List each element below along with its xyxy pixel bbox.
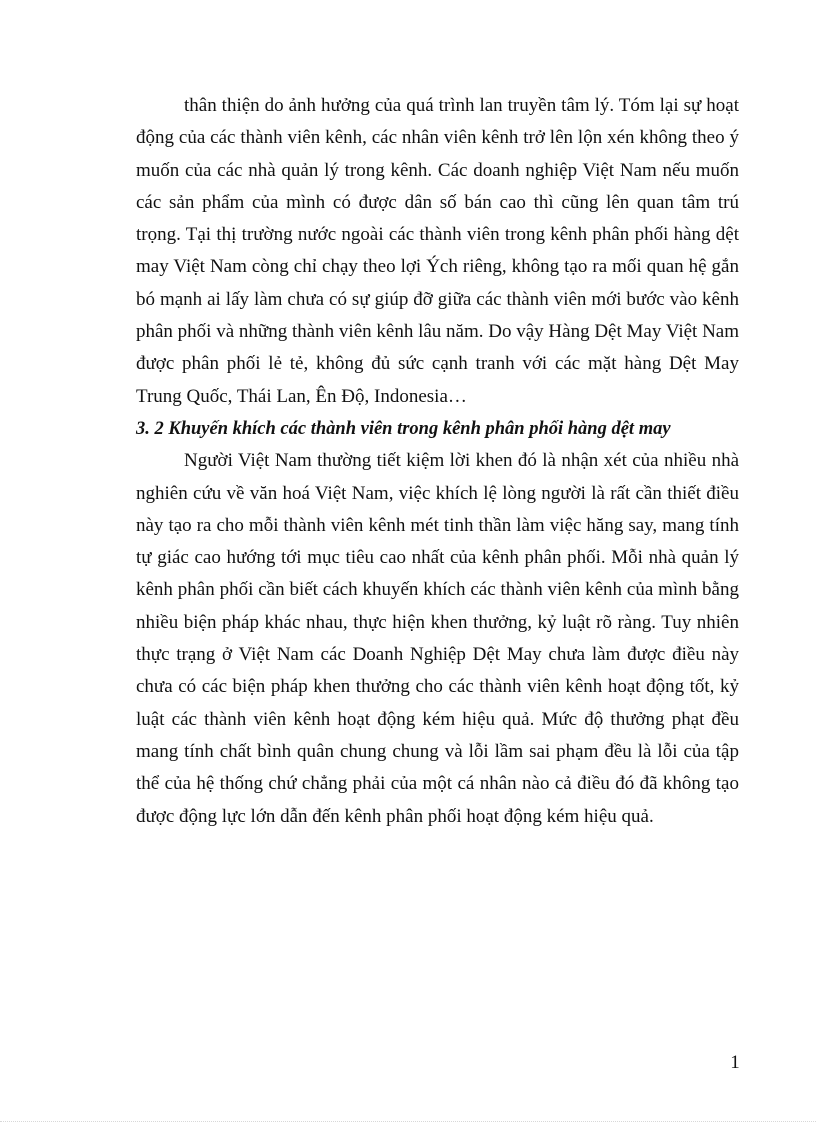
document-body (136, 90, 739, 833)
body-paragraph-1: thân thiện do ảnh hưởng của quá trình lan truyền tâm lý. Tóm lại sự hoạt động của các thành viên kênh, các nhân viên kênh trở lên lộn xén không theo ý muốn của các nhà quản lý trong kênh. Các doanh nghiệp Việt Nam nếu muốn các sản phẩm của mình có được dân số bán cao thì cũng lên quan tâm trú trọng. Tại thị trường nước ngoài các thành viên trong kênh phân phối hàng dệt may Việt Nam còng chỉ chạy theo lợi Ých riêng, không tạo ra mối quan hệ gắn bó mạnh ai lấy làm chưa có sự giúp đỡ giữa các thành viên mới bước vào kênh phân phối và những thành viên kênh lâu năm. Do vậy Hàng Dệt May Việt Nam được phân phối lẻ tẻ, không đủ sức cạnh tranh với các mặt hàng Dệt May Trung Quốc, Thái Lan, Ên Độ, Indonesia… (136, 95, 739, 407)
section-heading: 3. 2 Khuyến khích các thành viên trong kênh phân phối hàng dệt may (136, 418, 671, 439)
footer-divider (0, 1121, 816, 1122)
body-paragraph-2: Người Việt Nam thường tiết kiệm lời khen đó là nhận xét của nhiều nhà nghiên cứu về văn hoá Việt Nam, việc khích lệ lòng người là rất cần thiết điều này tạo ra cho mỗi thành viên kênh mét tinh thần làm việc hăng say, mang tính tự giác cao hướng tới mục tiêu cao nhất của kênh phân phối. Mỗi nhà quản lý kênh phân phối cần biết cách khuyến khích các thành viên kênh của mình bằng nhiều biện pháp khác nhau, thực hiện khen thưởng, kỷ luật rõ ràng. Tuy nhiên thực trạng ở Việt Nam các Doanh Nghiệp Dệt May chưa làm được điều này chưa có các biện pháp khen thưởng cho các thành viên kênh hoạt động tốt, kỷ luật các thành viên kênh hoạt động kém hiệu quả. Mức độ thưởng phạt đều mang tính chất bình quân chung chung và lỗi lầm sai phạm đều là lỗi của tập thể của hệ thống chứ chẳng phải của một cá nhân nào cả điều đó đã không tạo được động lực lớn dẫn đến kênh phân phối hoạt động kém hiệu quả. (136, 450, 739, 827)
page-number: 1 (730, 1052, 740, 1073)
